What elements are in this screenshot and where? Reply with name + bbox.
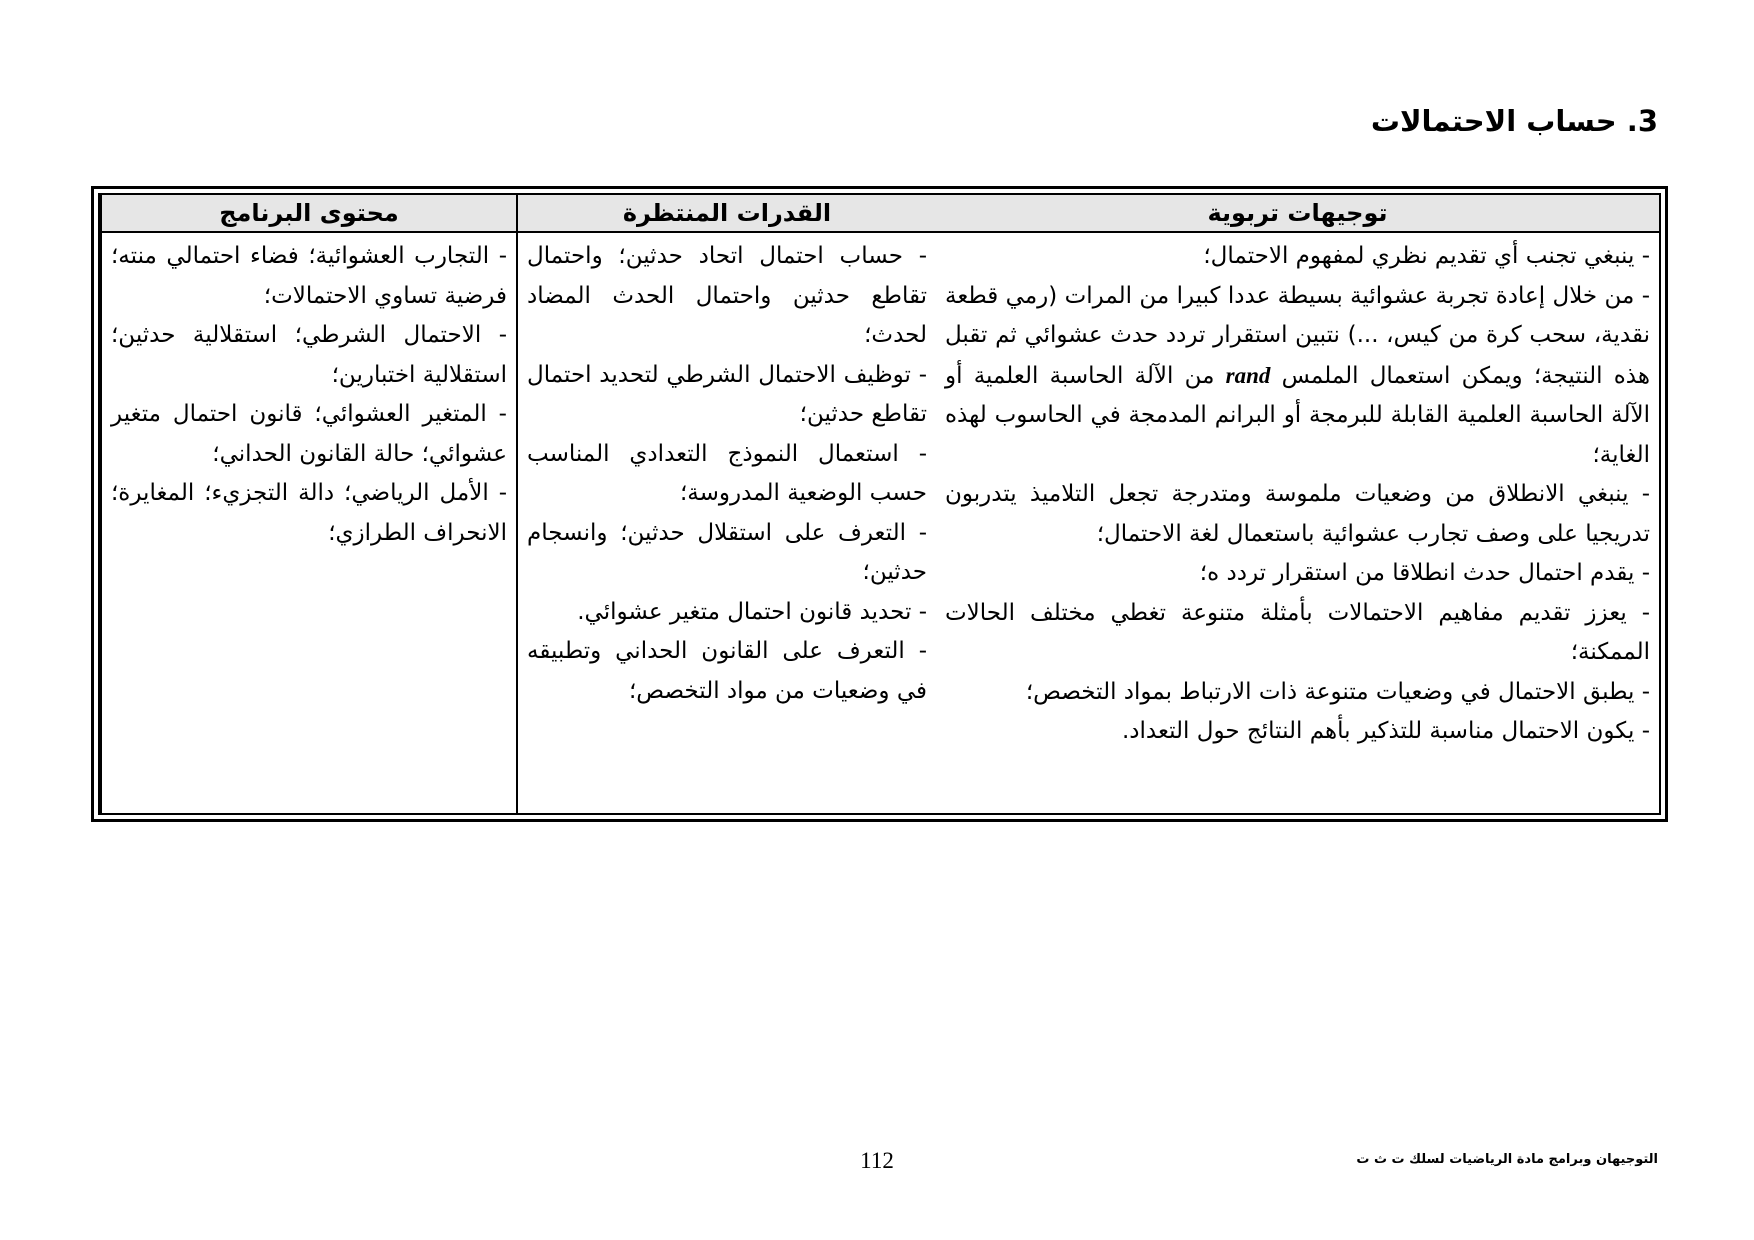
guidance-item bbox=[945, 277, 1650, 476]
expected-skill-item: - حساب احتمال اتحاد حدثين؛ واحتمال تقاطع حدثين واحتمال الحدث المضاد لحدث؛ bbox=[527, 243, 927, 348]
program-content-item: - الأمل الرياضي؛ دالة التجزيء؛ المغايرة؛ الانحراف الطرازي؛ bbox=[111, 480, 507, 546]
guidance-item: - ينبغي الانطلاق من وضعيات ملموسة ومتدرجة تجعل التلاميذ يتدربون تدريجيا على وصف تجارب عشوائية باستعمال لغة الاحتمال؛ bbox=[945, 481, 1650, 547]
document-title-footer: التوجيهان وبرامج مادة الرياضيات لسلك ت ث ت bbox=[1356, 1152, 1658, 1167]
guidance-item: - يقدم احتمال حدث انطلاقا من استقرار تردد ه؛ bbox=[1199, 560, 1650, 586]
guidance-item: - يطبق الاحتمال في وضعيات متنوعة ذات الارتباط بمواد التخصص؛ bbox=[1025, 678, 1650, 705]
expected-skill-item: - التعرف على استقلال حدثين؛ وانسجام حدثين؛ bbox=[527, 519, 927, 585]
program-table bbox=[91, 186, 1668, 822]
pedagogical-guidance-column bbox=[936, 195, 1659, 813]
guidance-item: - ينبغي تجنب أي تقديم نظري لمفهوم الاحتمال؛ bbox=[1203, 243, 1650, 269]
expected-skills-column bbox=[516, 195, 936, 813]
guidance-text: من الآلة الحاسبة العلمية أو الآلة الحاسبة العلمية القابلة للبرمجة أو البرانم المدمجة في الحاسوب لهذه الغاية؛ bbox=[945, 362, 1650, 468]
section-title: 3. حساب الاحتمالات bbox=[1370, 104, 1658, 138]
expected-skill-item: - استعمال النموذج التعدادي المناسب حسب الوضعية المدروسة؛ bbox=[527, 440, 927, 506]
expected-skills-cell bbox=[518, 233, 936, 711]
expected-skill-item: - التعرف على القانون الحداني وتطبيقه في وضعيات من مواد التخصص؛ bbox=[527, 638, 927, 704]
pedagogical-guidance-header: توجيهات تربوية bbox=[936, 195, 1659, 233]
program-content-item: - التجارب العشوائية؛ فضاء احتمالي منته؛ فرضية تساوي الاحتمالات؛ bbox=[111, 243, 507, 309]
guidance-text: - من خلال إعادة تجربة عشوائية بسيطة عددا كبيرا من المرات (رمي قطعة نقدية، سحب كرة من كيس، ...) نتبين استقرار تردد حدث عشوائي ثم تقبل هذه النتيجة؛ ويمكن استعمال الملمس bbox=[945, 282, 1650, 389]
guidance-item: - يعزز تقديم مفاهيم الاحتمالات بأمثلة متنوعة تغطي مختلف الحالات الممكنة؛ bbox=[945, 599, 1650, 665]
expected-skills-header: القدرات المنتظرة bbox=[518, 195, 936, 233]
program-content-column bbox=[100, 195, 516, 813]
program-content-cell bbox=[102, 233, 516, 553]
program-content-header: محتوى البرنامج bbox=[102, 195, 516, 233]
expected-skill-item: - توظيف الاحتمال الشرطي لتحديد احتمال تقاطع حدثين؛ bbox=[527, 361, 927, 427]
program-content-item: - المتغير العشوائي؛ قانون احتمال متغير عشوائي؛ حالة القانون الحداني؛ bbox=[111, 401, 507, 467]
pedagogical-guidance-cell bbox=[936, 233, 1659, 752]
expected-skill-item: - تحديد قانون احتمال متغير عشوائي. bbox=[577, 598, 927, 625]
program-content-item: - الاحتمال الشرطي؛ استقلالية حدثين؛ استقلالية اختبارين؛ bbox=[111, 322, 507, 388]
guidance-item: - يكون الاحتمال مناسبة للتذكير بأهم النتائج حول التعداد. bbox=[1121, 718, 1650, 744]
page-number: 112 bbox=[860, 1148, 894, 1173]
program-table-inner bbox=[98, 193, 1661, 815]
rand-key-term: rand bbox=[1225, 362, 1271, 388]
